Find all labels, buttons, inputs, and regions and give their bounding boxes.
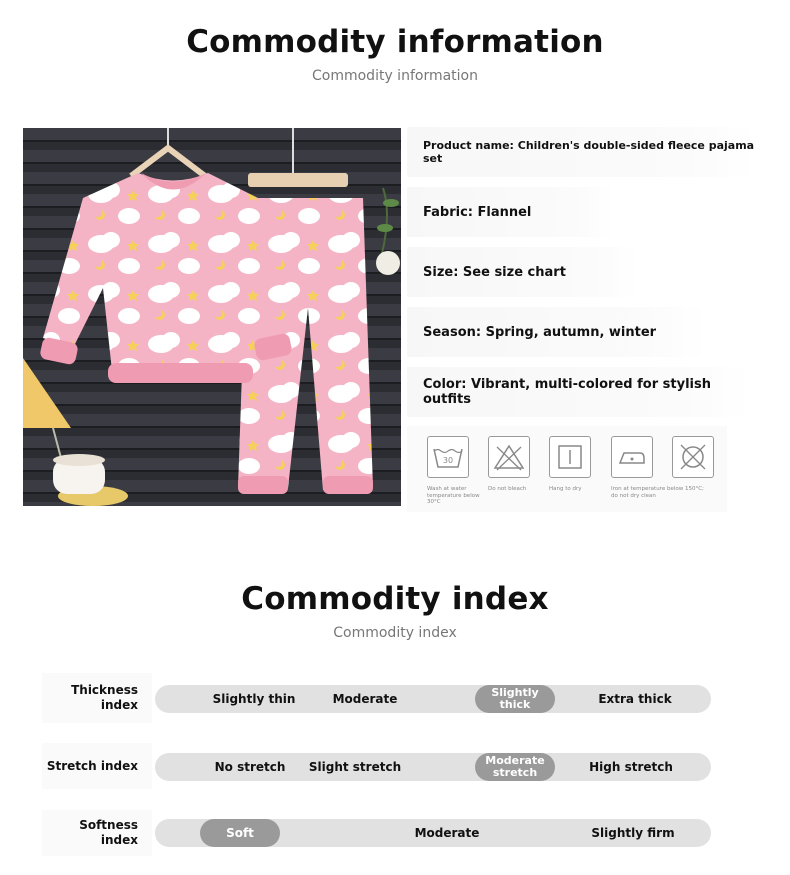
- stretch-option-slight-stretch: Slight stretch: [308, 760, 402, 774]
- wash-30-icon: [427, 436, 469, 478]
- softness-option-slightly-firm: Slightly firm: [591, 826, 675, 840]
- care-caption: Hang to dry: [549, 486, 582, 492]
- care-caption: Iron at temperature below 150°C; do not dry clean: [611, 486, 704, 499]
- season-line: Season: Spring, autumn, winter: [407, 307, 707, 357]
- thickness-label-line1: Thickness: [71, 683, 138, 697]
- do-not-dry-clean-icon: [672, 436, 714, 478]
- softness-option-moderate: Moderate: [414, 826, 480, 840]
- size-line: Size: See size chart: [407, 247, 639, 297]
- thickness-index-label: [42, 673, 152, 723]
- index-section-subtitle: Commodity index: [333, 625, 457, 641]
- thickness-index-track: [155, 685, 711, 713]
- product-name-line: Product name: Children's double-sided fleece pajama set: [407, 127, 757, 177]
- care-item: [427, 436, 487, 506]
- stretch-selected-pill: Moderate stretch: [475, 753, 555, 781]
- fabric-line: Fabric: Flannel: [407, 187, 615, 237]
- iron-low-icon: [611, 436, 653, 478]
- stretch-index-label: Stretch index: [42, 743, 152, 789]
- color-line: Color: Vibrant, multi-colored for stylish outfits: [407, 367, 752, 417]
- softness-selected-pill: Soft: [200, 819, 280, 847]
- thickness-selected-pill: Slightly thick: [475, 685, 555, 713]
- care-instructions: [407, 426, 727, 512]
- care-caption: Wash at water temperature below 30°C: [427, 486, 480, 506]
- stretch-option-no-stretch: No stretch: [214, 760, 286, 774]
- wash-temp-label: 30: [442, 456, 454, 465]
- thickness-label-line2: index: [100, 698, 138, 712]
- info-section-subtitle: Commodity information: [312, 68, 478, 84]
- hang-to-dry-icon: [549, 436, 591, 478]
- thickness-option-slightly-thin: Slightly thin: [212, 692, 296, 706]
- care-item: [672, 436, 732, 506]
- index-section-title: Commodity index: [241, 581, 549, 617]
- stretch-option-high-stretch: High stretch: [589, 760, 673, 774]
- info-section-title: Commodity information: [186, 24, 604, 60]
- care-caption: Do not bleach: [488, 486, 527, 492]
- softness-index-label: Softness index: [42, 810, 152, 856]
- thickness-option-extra-thick: Extra thick: [598, 692, 672, 706]
- thickness-option-moderate: Moderate: [332, 692, 398, 706]
- product-photo: [23, 128, 401, 506]
- do-not-bleach-icon: [488, 436, 530, 478]
- care-item: [488, 436, 548, 506]
- softness-index-track: [155, 819, 711, 847]
- care-item: [549, 436, 609, 506]
- stretch-index-track: [155, 753, 711, 781]
